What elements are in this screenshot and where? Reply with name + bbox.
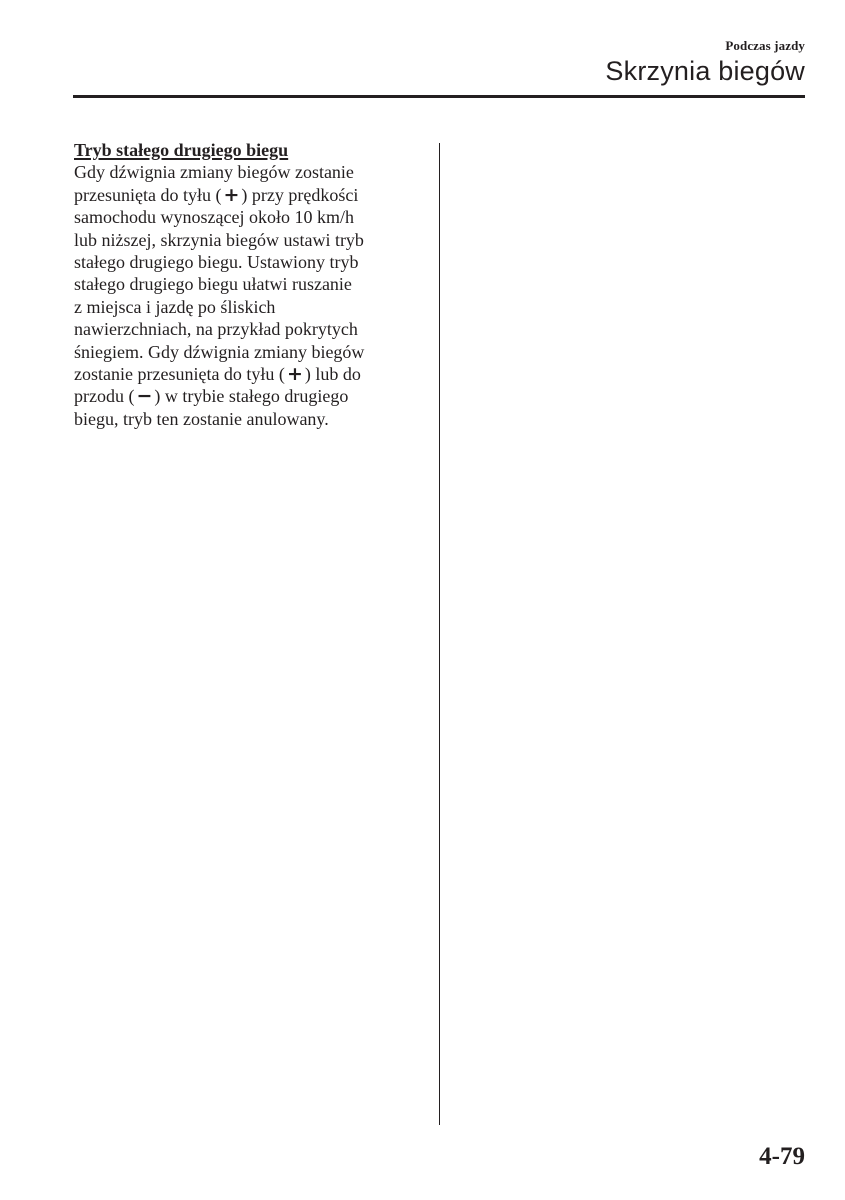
body-paragraph bbox=[74, 161, 424, 430]
body-line: śniegiem. Gdy dźwignia zmiany biegów bbox=[74, 341, 365, 362]
body-text: zostanie przesunięta do tyłu ( bbox=[74, 364, 285, 385]
body-line: biegu, tryb ten zostanie anulowany. bbox=[74, 408, 329, 429]
body-line: Gdy dźwignia zmiany biegów zostanie bbox=[74, 162, 354, 183]
column-divider bbox=[439, 143, 440, 1125]
page-number: 4-79 bbox=[759, 1143, 805, 1170]
left-column bbox=[74, 139, 424, 430]
body-text: ) w trybie stałego drugiego bbox=[154, 386, 349, 407]
body-text: przesunięta do tyłu ( bbox=[74, 184, 222, 205]
header-rule bbox=[73, 95, 805, 98]
body-line: stałego drugiego biegu. Ustawiony tryb bbox=[74, 252, 359, 273]
body-line bbox=[74, 184, 424, 206]
plus-symbol: + bbox=[286, 363, 303, 386]
body-text: przodu ( bbox=[74, 386, 135, 407]
plus-symbol: + bbox=[223, 183, 240, 206]
section-heading: Tryb stałego drugiego biegu bbox=[74, 140, 289, 160]
body-line: stałego drugiego biegu ułatwi ruszanie bbox=[74, 274, 352, 295]
body-line: samochodu wynoszącej około 10 km/h bbox=[74, 207, 354, 228]
body-line: nawierzchniach, na przykład pokrytych bbox=[74, 319, 358, 340]
body-line: z miejsca i jazdę po śliskich bbox=[74, 296, 276, 317]
body-line bbox=[74, 385, 424, 407]
body-line: lub niższej, skrzynia biegów ustawi tryb bbox=[74, 229, 364, 250]
header-section-label: Podczas jazdy bbox=[725, 38, 805, 53]
minus-symbol: − bbox=[136, 385, 153, 408]
body-text: ) przy prędkości bbox=[241, 184, 359, 205]
body-line bbox=[74, 363, 424, 385]
body-text: ) lub do bbox=[304, 364, 361, 385]
page-title: Skrzynia biegów bbox=[605, 56, 805, 86]
